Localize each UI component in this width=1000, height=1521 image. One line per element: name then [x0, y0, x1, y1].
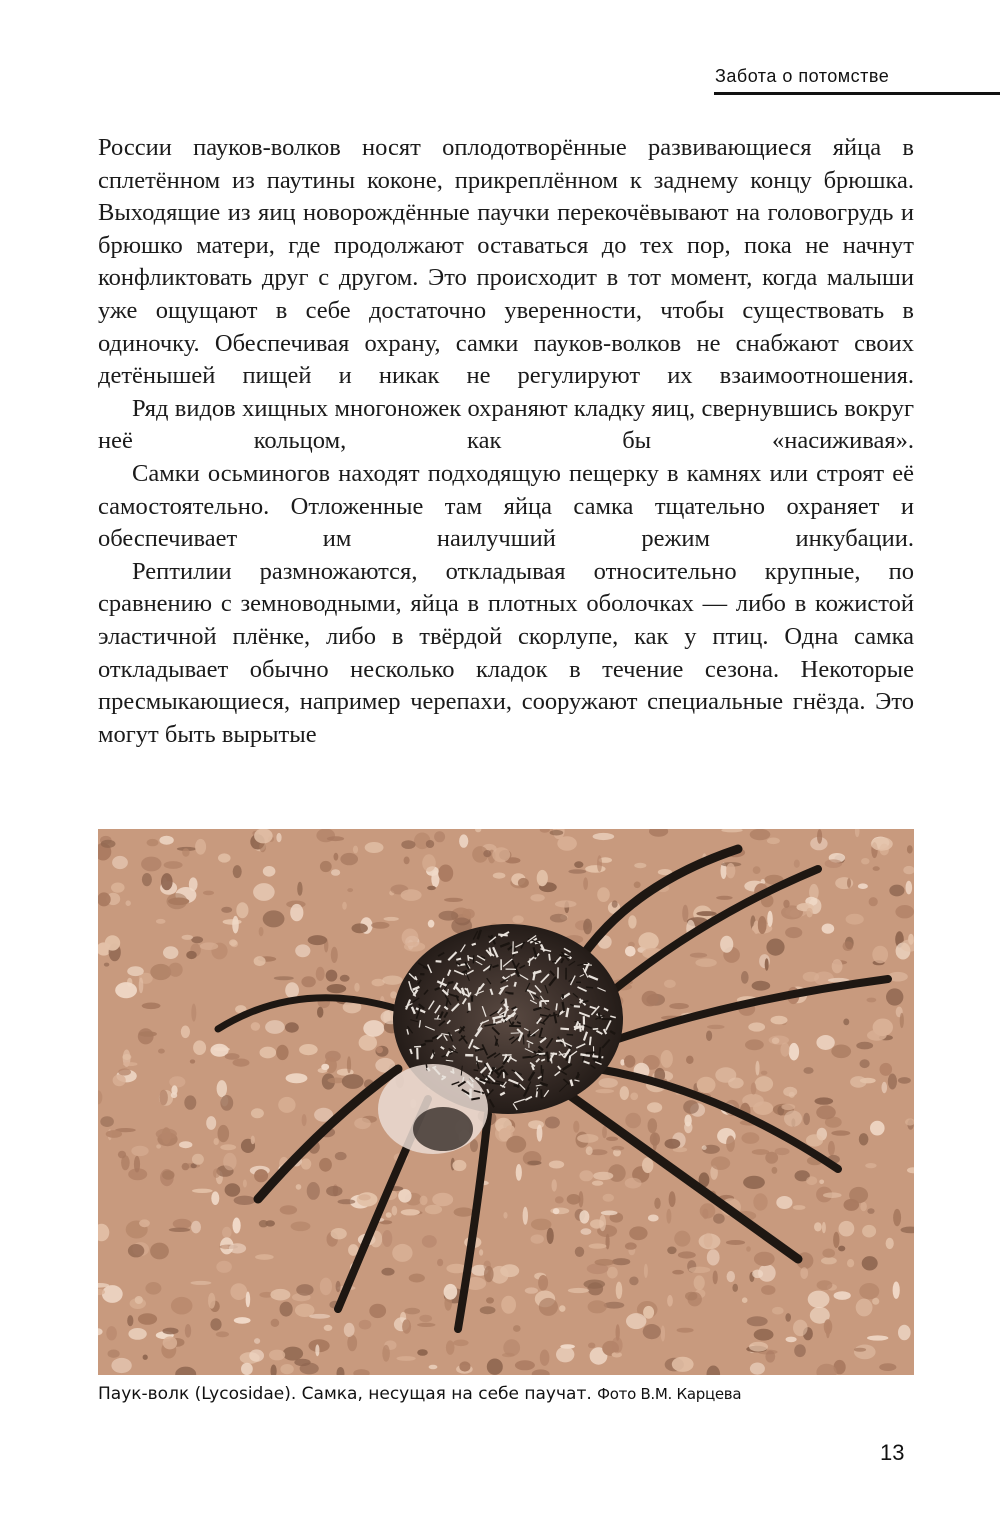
paragraph-4: Рептилии размножаются, откладывая относительно крупные, по сравнению с земноводными, яйца в плотных оболочках — либо в кожистой эластичной плёнке, либо в твёрдой скорлупе, как у птиц. Одна самка откладывает обычно несколько кладок в течение сезона. Некоторые пресмыкающиеся, например черепахи, сооружают специальные гнёзда. Это могут быть вырытые: [98, 557, 914, 748]
paragraph-3: Самки осьминогов находят подходящую пещерку в камнях или строят её самостоятельно. Отложенные там яйца самка тщательно охраняет и обеспечивает им наилучший режим инкубации.: [98, 459, 914, 553]
page-number: 13: [880, 1440, 905, 1465]
running-title: Забота о потомстве: [715, 66, 890, 86]
paragraph-1: России пауков-волков носят оплодотворённые развивающиеся яйца в сплетённом из паутины коконе, прикреплённом к заднему концу брюшка. Выходящие из яиц новорождённые паучки перекочёвывают на головогрудь и брюшко матери, где продолжают оставаться до тех пор, пока не начнут конфликтовать друг с другом. Это происходит в тот момент, когда малыши уже ощущают в себе достаточно уверенности, чтобы существовать в одиночку. Обеспечивая охрану, самки пауков-волков не снабжают своих детёнышей пищей и никак не регулируют их взаимоотношения.: [98, 134, 914, 390]
header-rule: [714, 92, 1000, 95]
caption-text: Паук-волк (Lycosidae). Самка, несущая на себе паучат.: [98, 1384, 592, 1404]
spider-photo: [98, 829, 914, 1375]
photo-credit: Фото В.М. Карцева: [597, 1385, 742, 1403]
paragraph-2: Ряд видов хищных многоножек охраняют кладку яиц, свернувшись вокруг неё кольцом, как бы «насиживая».: [98, 394, 914, 455]
figure-caption: [98, 1384, 914, 1404]
body-text: [98, 132, 914, 751]
